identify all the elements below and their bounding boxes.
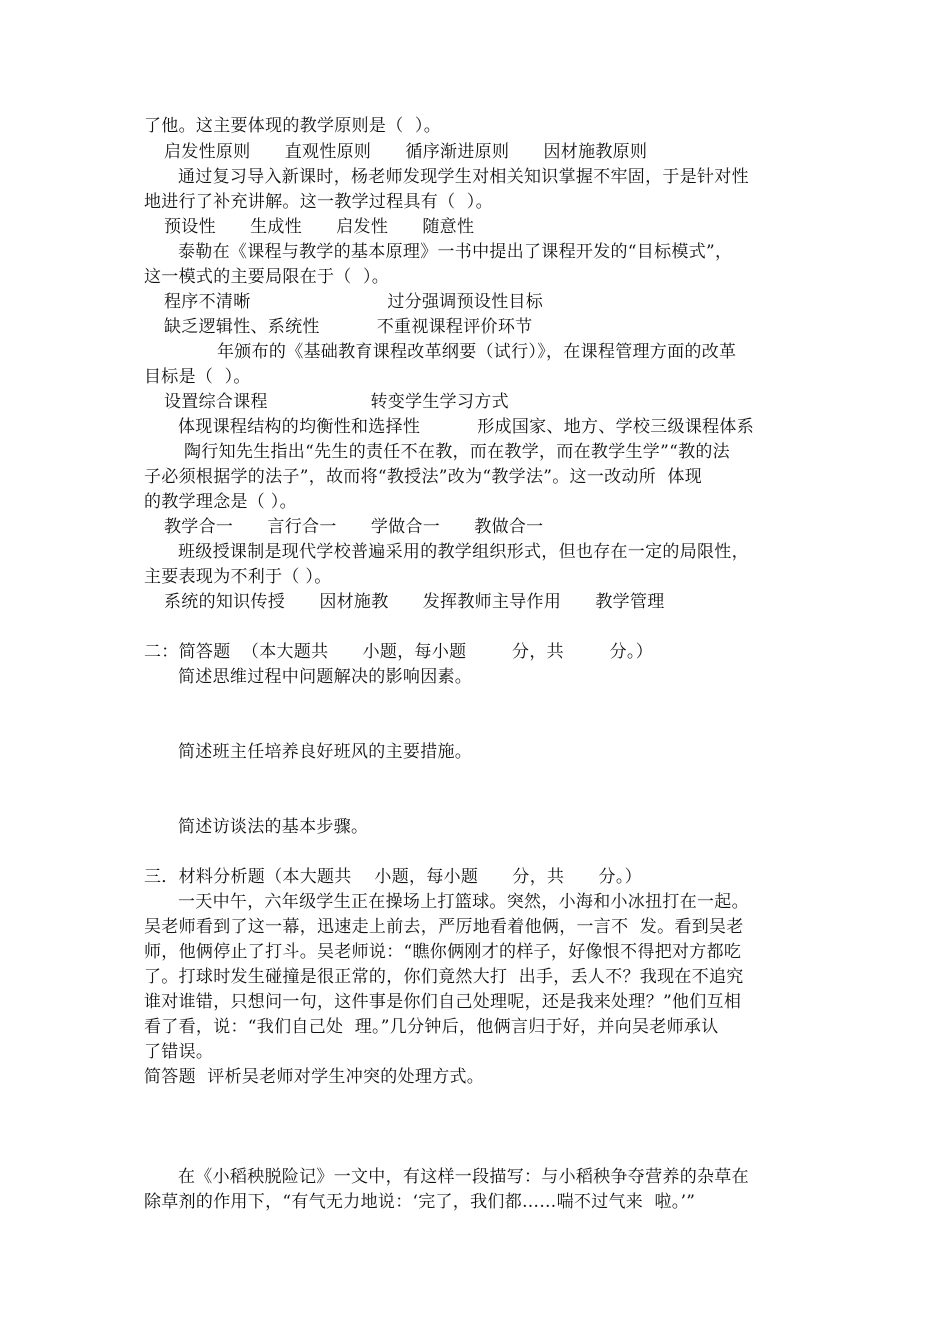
answer-options: 教学合一 言行合一 学做合一 教做合一 (164, 517, 544, 537)
section-heading: 三．材料分析题（本大题共 小题，每小题 分，共 分。） (144, 867, 642, 887)
material-text: 在《小稻秧脱险记》一文中，有这样一段描写：与小稻秧争夺营养的杂草在 (178, 1167, 749, 1187)
question-text: 年颁布的《基础教育课程改革纲要（试行）》，在课程管理方面的改革 (217, 342, 737, 362)
question-text: 地进行了补充讲解。这一教学过程具有（ ）。 (144, 192, 493, 212)
short-answer-question: 简述思维过程中问题解决的影响因素。 (178, 667, 473, 687)
material-text: 师，他俩停止了打斗。吴老师说：“瞧你俩刚才的样子，好像恨不得把对方都吃 (144, 942, 742, 962)
material-text: 除草剂的作用下，“有气无力地说：‘完了，我们都……喘不过气来 啦。’” (144, 1192, 696, 1212)
answer-options: 预设性 生成性 启发性 随意性 (164, 217, 475, 237)
answer-options: 缺乏逻辑性、系统性 不重视课程评价环节 (164, 317, 533, 337)
question-text: 这一模式的主要局限在于（ ）。 (144, 267, 390, 287)
short-answer-question: 简述访谈法的基本步骤。 (178, 817, 369, 837)
answer-options: 设置综合课程 转变学生学习方式 (164, 392, 509, 412)
material-text: 了。打球时发生碰撞是很正常的，你们竟然大打 出手，丢人不？我现在不追究 (144, 967, 744, 987)
question-text: 的教学理念是（ ）。 (144, 492, 297, 512)
answer-options: 体现课程结构的均衡性和选择性 形成国家、地方、学校三级课程体系 (178, 417, 755, 437)
short-answer-question: 简述班主任培养良好班风的主要措施。 (178, 742, 473, 762)
material-text: 吴老师看到了这一幕，迅速走上前去，严厉地看着他俩，一言不 发。看到吴老 (144, 917, 744, 937)
question-text: 通过复习导入新课时，杨老师发现学生对相关知识掌握不牢固，于是针对性 (178, 167, 749, 187)
question-text: 泰勒在《课程与教学的基本原理》一书中提出了课程开发的“目标模式”， (178, 242, 733, 262)
answer-options: 程序不清晰 过分强调预设性目标 (164, 292, 544, 312)
material-text: 一天中午，六年级学生正在操场上打篮球。突然，小海和小冰扭打在一起。 (178, 892, 749, 912)
question-text: 陶行知先生指出“先生的责任不在教，而在教学，而在教学生学”“教的法 (184, 442, 730, 462)
question-text: 了他。这主要体现的教学原则是（ ）。 (144, 116, 442, 136)
question-text: 班级授课制是现代学校普遍采用的教学组织形式，但也存在一定的局限性， (178, 542, 749, 562)
material-text: 谁对谁错，只想问一句，这件事是你们自己处理呢，还是我来处理？”他们互相 (144, 992, 742, 1012)
material-text: 看了看，说：“我们自己处 理。”几分钟后，他俩言归于好，并向吴老师承认 (144, 1017, 719, 1037)
question-text: 目标是（ ）。 (144, 367, 251, 387)
material-question: 简答题 评析吴老师对学生冲突的处理方式。 (144, 1067, 485, 1087)
material-text: 了错误。 (144, 1042, 214, 1062)
section-heading: 二：简答题 （本大题共 小题，每小题 分，共 分。） (144, 642, 653, 662)
answer-options: 系统的知识传授 因材施教 发挥教师主导作用 教学管理 (164, 592, 665, 612)
question-text: 主要表现为不利于（ ）。 (144, 567, 332, 587)
answer-options: 启发性原则 直观性原则 循序渐进原则 因材施教原则 (164, 142, 648, 162)
question-text: 子必须根据学的法子”，故而将“教授法”改为“教学法”。这一改动所 体现 (144, 467, 703, 487)
